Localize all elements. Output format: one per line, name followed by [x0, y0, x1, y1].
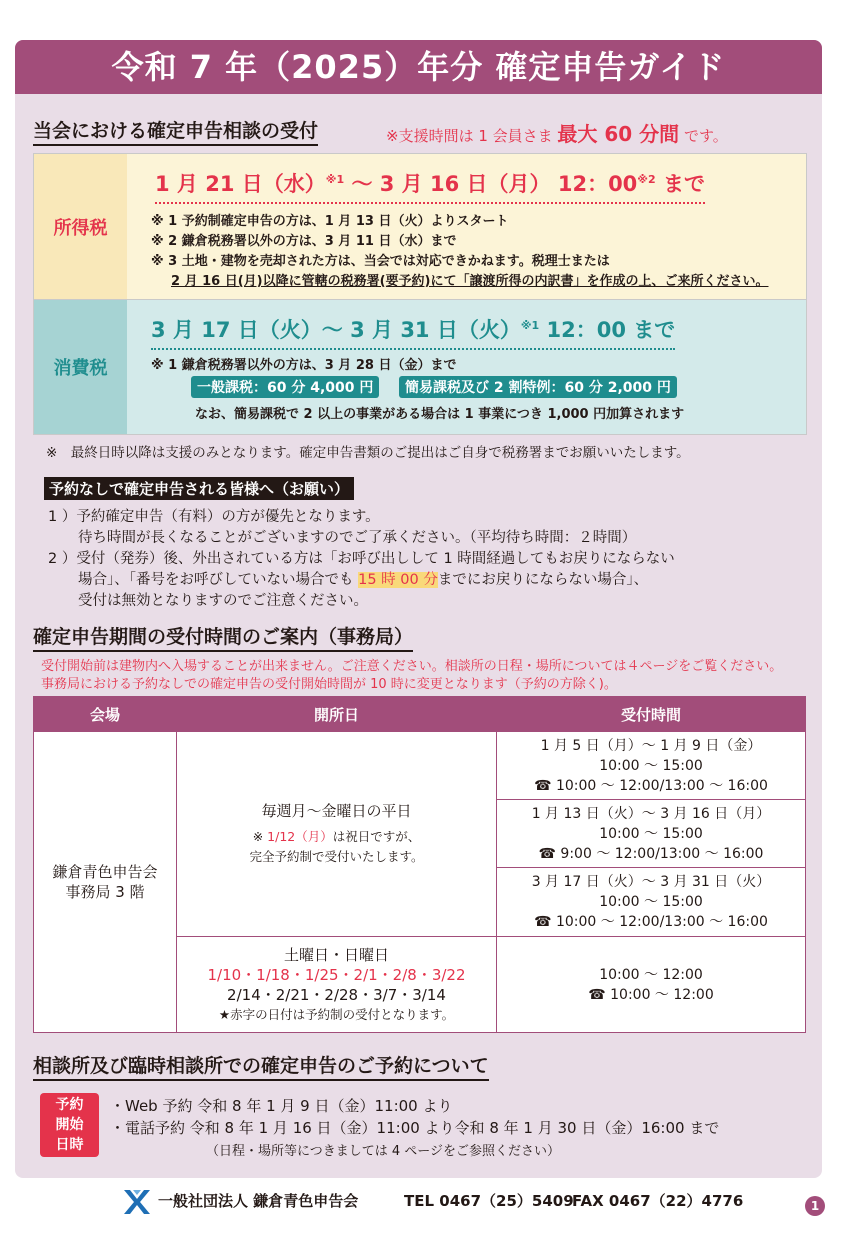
page-title: 令和 7 年（2025）年分 確定申告ガイド: [15, 40, 822, 94]
request-line-1: 1 ）予約確定申告（有料）の方が優先となります。: [48, 509, 380, 525]
col-days: 開所日: [177, 697, 497, 732]
consumption-note-2: なお、簡易課税で 2 以上の事業がある場合は 1 事業につき 1,000 円加算されます: [195, 407, 685, 422]
general-tax-fee: 一般課税：60 分 4,000 円: [191, 376, 379, 398]
weekend-cell: 土曜日・日曜日 1/10・1/18・1/25・2/1・2/8・3/22 2/14・2/21・2/28・3/7・3/14 ★赤字の日付は予約制の受付となります。: [177, 937, 497, 1033]
consumption-tax-block: [33, 299, 807, 435]
footer-fax: FAX 0467（22）4776: [572, 1192, 744, 1210]
consumption-tax-period: 3 月 17 日（火）～ 3 月 31 日（火）$^{※1}$ 12：00 まで: [151, 314, 675, 350]
income-note-3: ※ 3 土地・建物を売却された方は、当会では対応できかねます。税理士または: [151, 254, 610, 269]
reception-hours-table: [33, 696, 806, 1033]
time-slot-1: 1 月 5 日（月）～ 1 月 9 日（金） 10:00 ～ 15:00 ☎ 10:00 ～ 12:00/13:00 ～ 16:00: [497, 732, 806, 800]
consult-heading: 当会における確定申告相談の受付: [33, 116, 318, 146]
web-reservation: ・Web 予約 令和 8 年 1 月 9 日（金）11:00 より: [110, 1097, 453, 1115]
weekday-cell: 毎週月～金曜日の平日 ※ 1/12（月）は祝日ですが、 完全予約制で受付いたします。: [177, 732, 497, 937]
income-note-2: ※ 2 鎌倉税務署以外の方は、3 月 11 日（水）まで: [151, 234, 457, 249]
hours-red-note-1: 受付開始前は建物内へ入場することが出来ません。ご注意ください。相談所の日程・場所については４ページをご覧ください。: [41, 659, 783, 674]
reserve-note: （日程・場所等につきましては 4 ページをご参照ください）: [206, 1144, 561, 1159]
col-time: 受付時間: [497, 697, 806, 732]
income-note-1: ※ 1 予約制確定申告の方は、1 月 13 日（火）よりスタート: [151, 214, 509, 229]
reserve-heading: 相談所及び臨時相談所での確定申告のご予約について: [33, 1051, 489, 1081]
col-venue: 会場: [34, 697, 177, 732]
phone-reservation: ・電話予約 令和 8 年 1 月 16 日（金）11:00 より令和 8 年 1 月 30 日（金）16:00 まで: [110, 1119, 720, 1137]
footer-tel: TEL 0467（25）5409: [404, 1192, 574, 1210]
hours-red-note-2: 事務局における予約なしでの確定申告の受付開始時間が 10 時に変更となります（予約の方除く)。: [41, 677, 617, 692]
final-note: ※ 最終日時以降は支援のみとなります。確定申告書類のご提出はご自身で税務署までお願いいたします。: [46, 445, 690, 461]
simplified-tax-fee: 簡易課税及び 2 割特例：60 分 2,000 円: [399, 376, 677, 398]
consumption-note-1: ※ 1 鎌倉税務署以外の方は、3 月 28 日（金）まで: [151, 358, 457, 373]
request-heading: 予約なしで確定申告される皆様へ（お願い）: [44, 477, 354, 500]
venue-cell: 鎌倉青色申告会 事務局 3 階: [34, 732, 177, 1033]
weekend-time-cell: 10:00 ～ 12:00 ☎ 10:00 ～ 12:00: [497, 937, 806, 1033]
consumption-tax-label: 消費税: [34, 300, 127, 434]
hours-heading: 確定申告期間の受付時間のご案内（事務局）: [33, 622, 413, 652]
income-tax-label: 所得税: [34, 154, 127, 299]
reserve-start-badge: 予約 開始 日時: [40, 1093, 99, 1157]
request-line-2: 待ち時間が長くなることがございますのでご了承ください。（平均待ち時間：２時間）: [78, 530, 637, 546]
footer-org: 一般社団法人 鎌倉青色申告会: [158, 1192, 359, 1210]
income-note-3-cont: 2 月 16 日(月)以降に管轄の税務署(要予約)にて「譲渡所得の内訳書」を作成の上、ご来所ください。: [171, 274, 769, 289]
time-slot-2: 1 月 13 日（火）～ 3 月 16 日（月） 10:00 ～ 15:00 ☎ 9:00 ～ 12:00/13:00 ～ 16:00: [497, 800, 806, 868]
page-number: 1: [805, 1196, 825, 1216]
request-line-5: 受付は無効となりますのでご注意ください。: [78, 593, 368, 609]
request-line-3: 2 ）受付（発券）後、外出されている方は「お呼び出しして 1 時間経過してもお戻りにならない: [48, 551, 675, 567]
income-tax-period: 1 月 21 日（水）$^{※1}$ ～ 3 月 16 日（月） 12：00$^{※2}$ まで: [155, 168, 705, 204]
time-slot-3: 3 月 17 日（火）～ 3 月 31 日（火） 10:00 ～ 15:00 ☎ 10:00 ～ 12:00/13:00 ～ 16:00: [497, 868, 806, 937]
income-tax-block: [33, 153, 807, 300]
request-line-4: 場合」、「番号をお呼びしていない場合でも 15 時 00 分までにお戻りにならない場合」、: [78, 572, 649, 588]
association-logo-icon: [122, 1187, 152, 1217]
support-time-note: ※支援時間は 1 会員さま 最大 60 分間 です。: [386, 122, 728, 146]
